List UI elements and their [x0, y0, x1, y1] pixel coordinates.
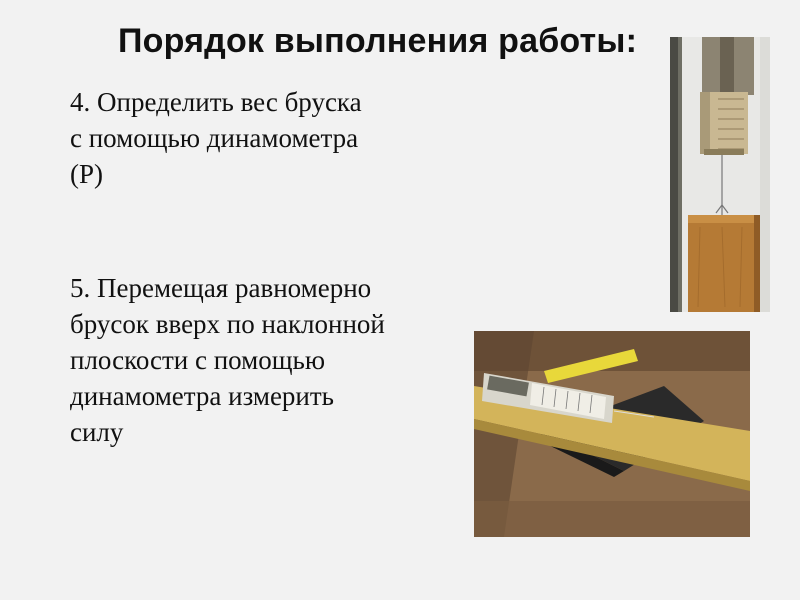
- step-5-text: 5. Перемещая равномерно брусок вверх по наклонной плоскости с помощью динамометра измерить силу: [70, 273, 385, 447]
- incline-plane-dynamometer-image: [474, 331, 750, 537]
- dynamometer-photo: [670, 37, 770, 312]
- hanging-block-dynamometer-image: [670, 37, 770, 312]
- slide-title: Порядок выполнения работы:: [118, 22, 638, 60]
- incline-photo: [474, 331, 750, 537]
- step-4-text: 4. Определить вес бруска с помощью динамометра (Р): [70, 87, 362, 189]
